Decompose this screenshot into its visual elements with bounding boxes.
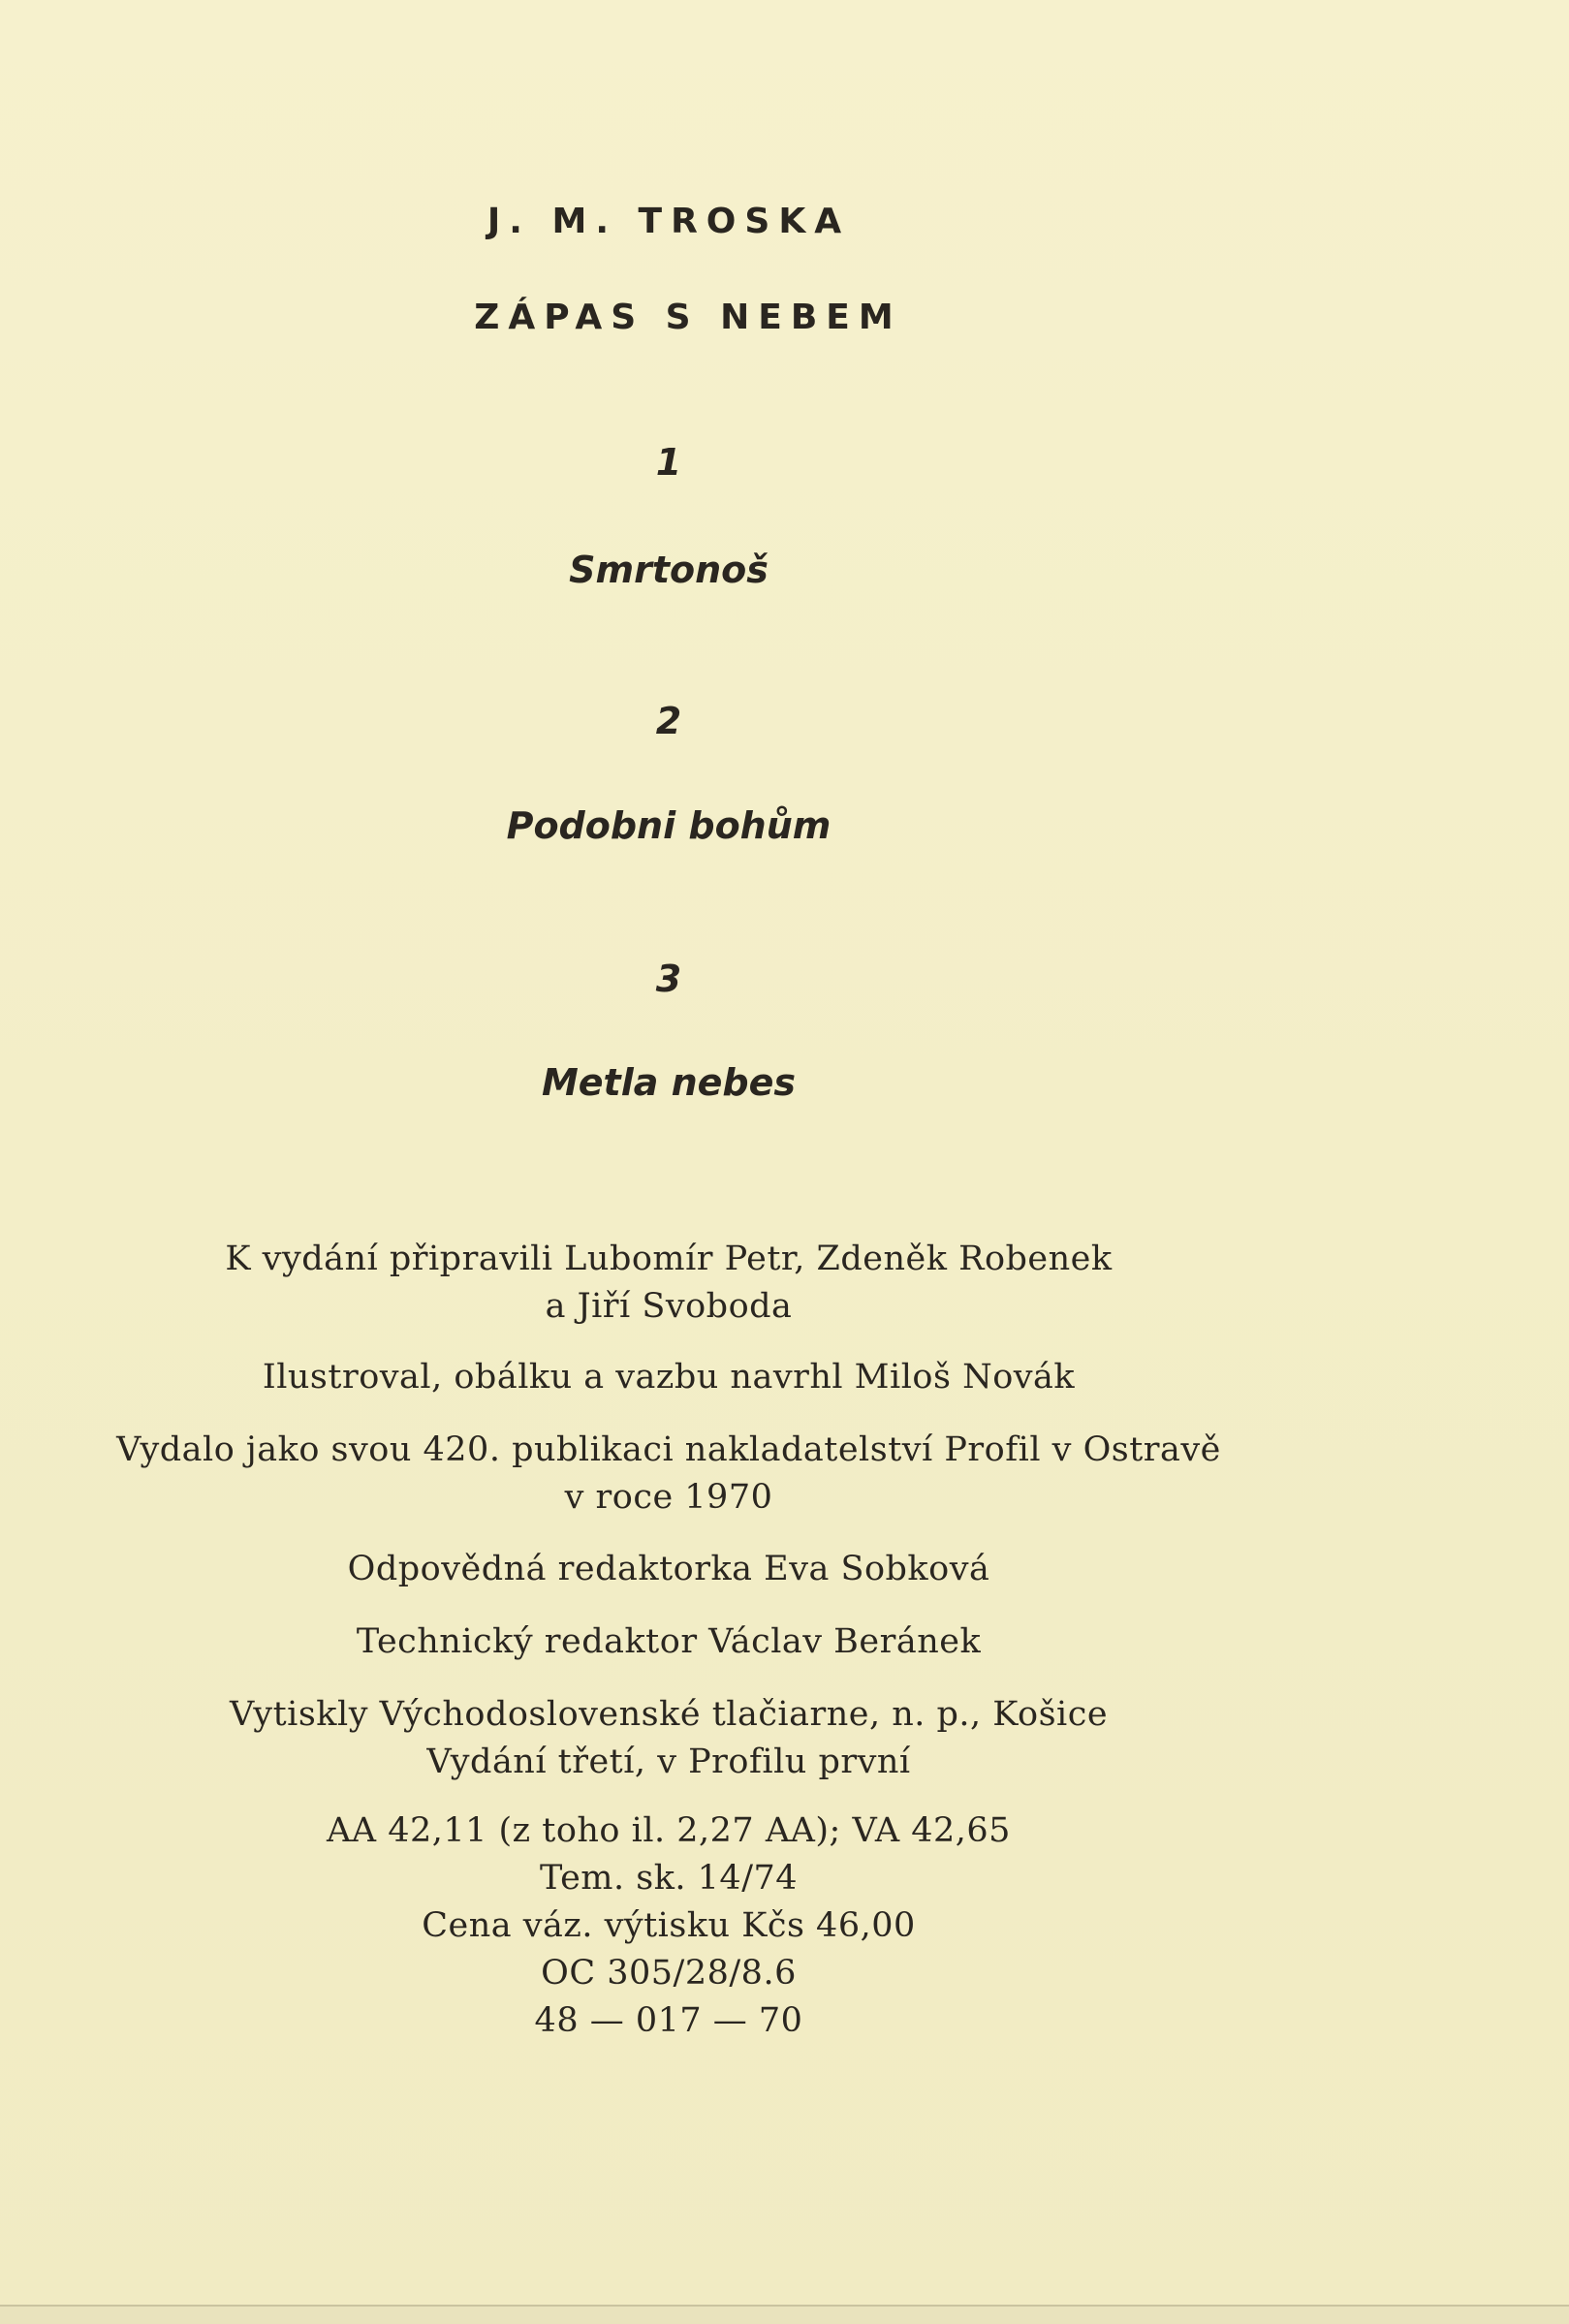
volume-2-number: 2 (655, 700, 682, 742)
volume-1-title: Smrtonoš (569, 549, 769, 591)
imprint-printing (0, 1691, 1337, 1786)
volume-3-number: 3 (655, 958, 682, 1000)
imprint-theme-group: Tem. sk. 14/74 (539, 1859, 799, 1898)
imprint-sheets: AA 42,11 (z toho il. 2,27 AA); VA 42,65 (327, 1811, 1011, 1850)
imprint-technical-data (0, 1807, 1337, 2045)
imprint-price: Cena váz. výtisku Kčs 46,00 (422, 1906, 916, 1945)
imprint-publisher (0, 1427, 1337, 1522)
imprint-oc-code: OC 305/28/8.6 (541, 1954, 797, 1993)
volume-3-title: Metla nebes (541, 1061, 797, 1104)
book-title: ZÁPAS S NEBEM (474, 298, 902, 337)
imprint-editors-line1: K vydání připravili Lubomír Petr, Zdeněk Robenek (225, 1240, 1113, 1278)
author-name: J. M. TROSKA (486, 202, 851, 241)
imprint-edition: Vydání třetí, v Profilu první (426, 1743, 911, 1781)
volume-2-title: Podobni bohům (506, 804, 832, 847)
imprint-editors (0, 1236, 1337, 1331)
imprint-printer: Vytiskly Východoslovenské tlačiarne, n. p., Košice (229, 1695, 1109, 1734)
imprint-illustrator: Ilustroval, obálku a vazbu navrhl Miloš Novák (262, 1358, 1076, 1397)
imprint-publisher-line2: v roce 1970 (564, 1478, 773, 1517)
imprint-catalog-number: 48 — 017 — 70 (534, 2001, 803, 2040)
imprint-technical-editor: Technický redaktor Václav Beránek (356, 1622, 982, 1661)
imprint-editors-line2: a Jiří Svoboda (545, 1287, 793, 1326)
imprint-publisher-line1: Vydalo jako svou 420. publikaci nakladatelství Profil v Ostravě (116, 1430, 1221, 1469)
page-bottom-edge (0, 2305, 1569, 2324)
volume-1-number: 1 (655, 441, 682, 484)
imprint-responsible-editor: Odpovědná redaktorka Eva Sobková (347, 1550, 990, 1588)
